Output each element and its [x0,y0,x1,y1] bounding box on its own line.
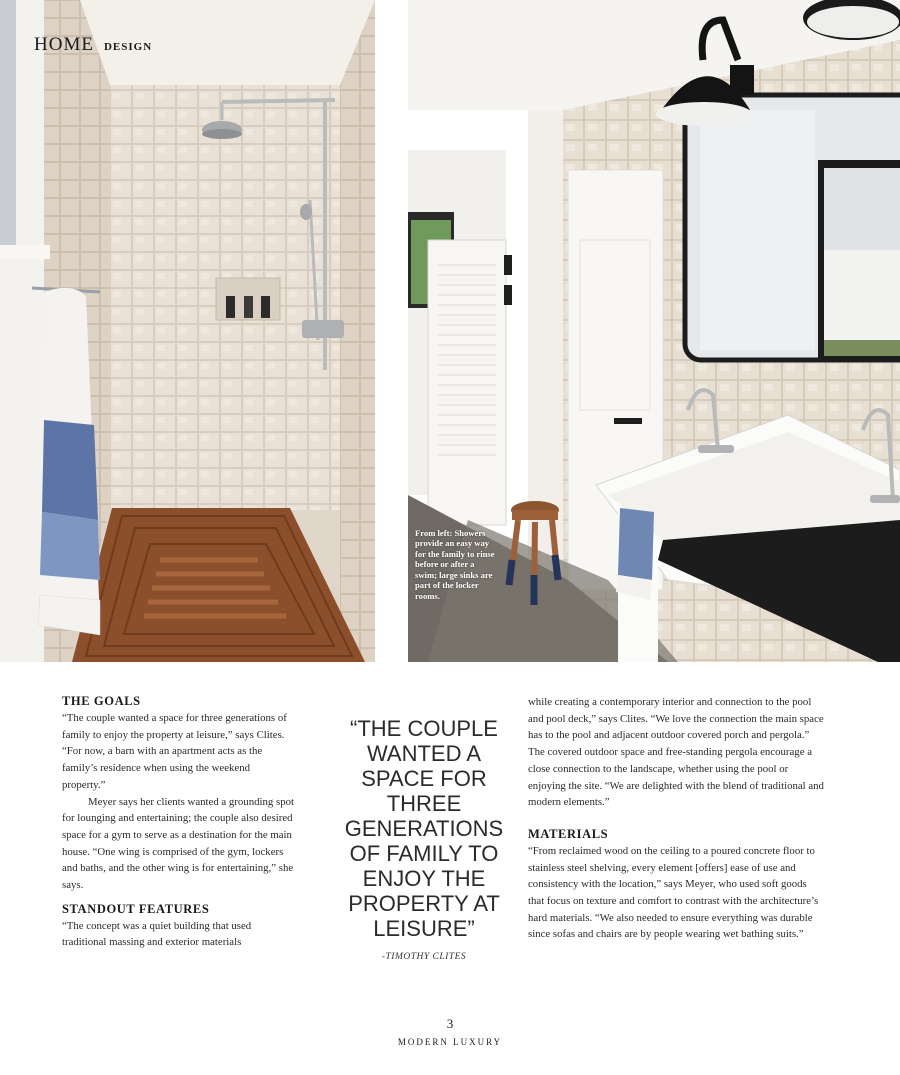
goals-paragraph-1: “The couple wanted a space for three generations of family to enjoy the property at leisure,” says Clites. “For now, a barn with an apartment acts as the family’s residence when using the weekend property.” [62,712,287,791]
masthead [34,34,152,56]
photo-shower [0,0,375,662]
left-column [62,692,294,951]
photo-caption: From left: Showers provide an easy way for the family to rinse before or after a swim; large sinks are part of the locker rooms. [415,528,495,601]
masthead-section: DESIGN [103,41,153,53]
heading-standout-features: STANDOUT FEATURES [62,901,210,916]
right-paragraph-1: while creating a contemporary interior and connection to the pool and pool deck,” says Clites. “We love the connection the main space has to the pool and adjacent outdoor covered porch and pergola.” The covered outdoor space and free-standing pergola encourage a close connection to the landscape, whether using the pool or enjoying the site. “We are delighted with the blend of traditional and modern elements.” [528,696,824,809]
right-column [528,694,824,943]
pull-quote: “THE COUPLE WANTED A SPACE FOR THREE GENERATIONS OF FAMILY TO ENJOY THE PROPERTY AT LEISURE” [344,716,504,941]
masthead-home: HOME [34,34,94,55]
publication-name: MODERN LUXURY [397,1037,503,1047]
page-number: 3 [446,1016,454,1031]
heading-the-goals: THE GOALS [62,694,141,708]
pull-quote-attribution: -TIMOTHY CLITES [381,952,467,962]
goals-paragraph-2: Meyer says her clients wanted a grounding spot for lounging and entertaining; the couple also desired space for a gym to serve as a destination for the main house. “One wing is comprised of the gym, lockers and baths, and the other wing is for entertaining,” she says. [62,795,294,892]
heading-materials: MATERIALS [528,826,609,841]
shower-illustration [0,0,375,662]
standout-paragraph: “The concept was a quiet building that used traditional massing and exterior materials [62,919,252,949]
materials-paragraph: “From reclaimed wood on the ceiling to a poured concrete floor to stainless steel shelving, every element [offers] ease of use and consistency with the location,” says Meyer, who used soft goods that focus on texture and comfort to contrast with the architecture’s hard materials. “We also needed to ensure everything was durable since sofas and chairs are by people wearing wet bathing suits.” [528,844,819,941]
